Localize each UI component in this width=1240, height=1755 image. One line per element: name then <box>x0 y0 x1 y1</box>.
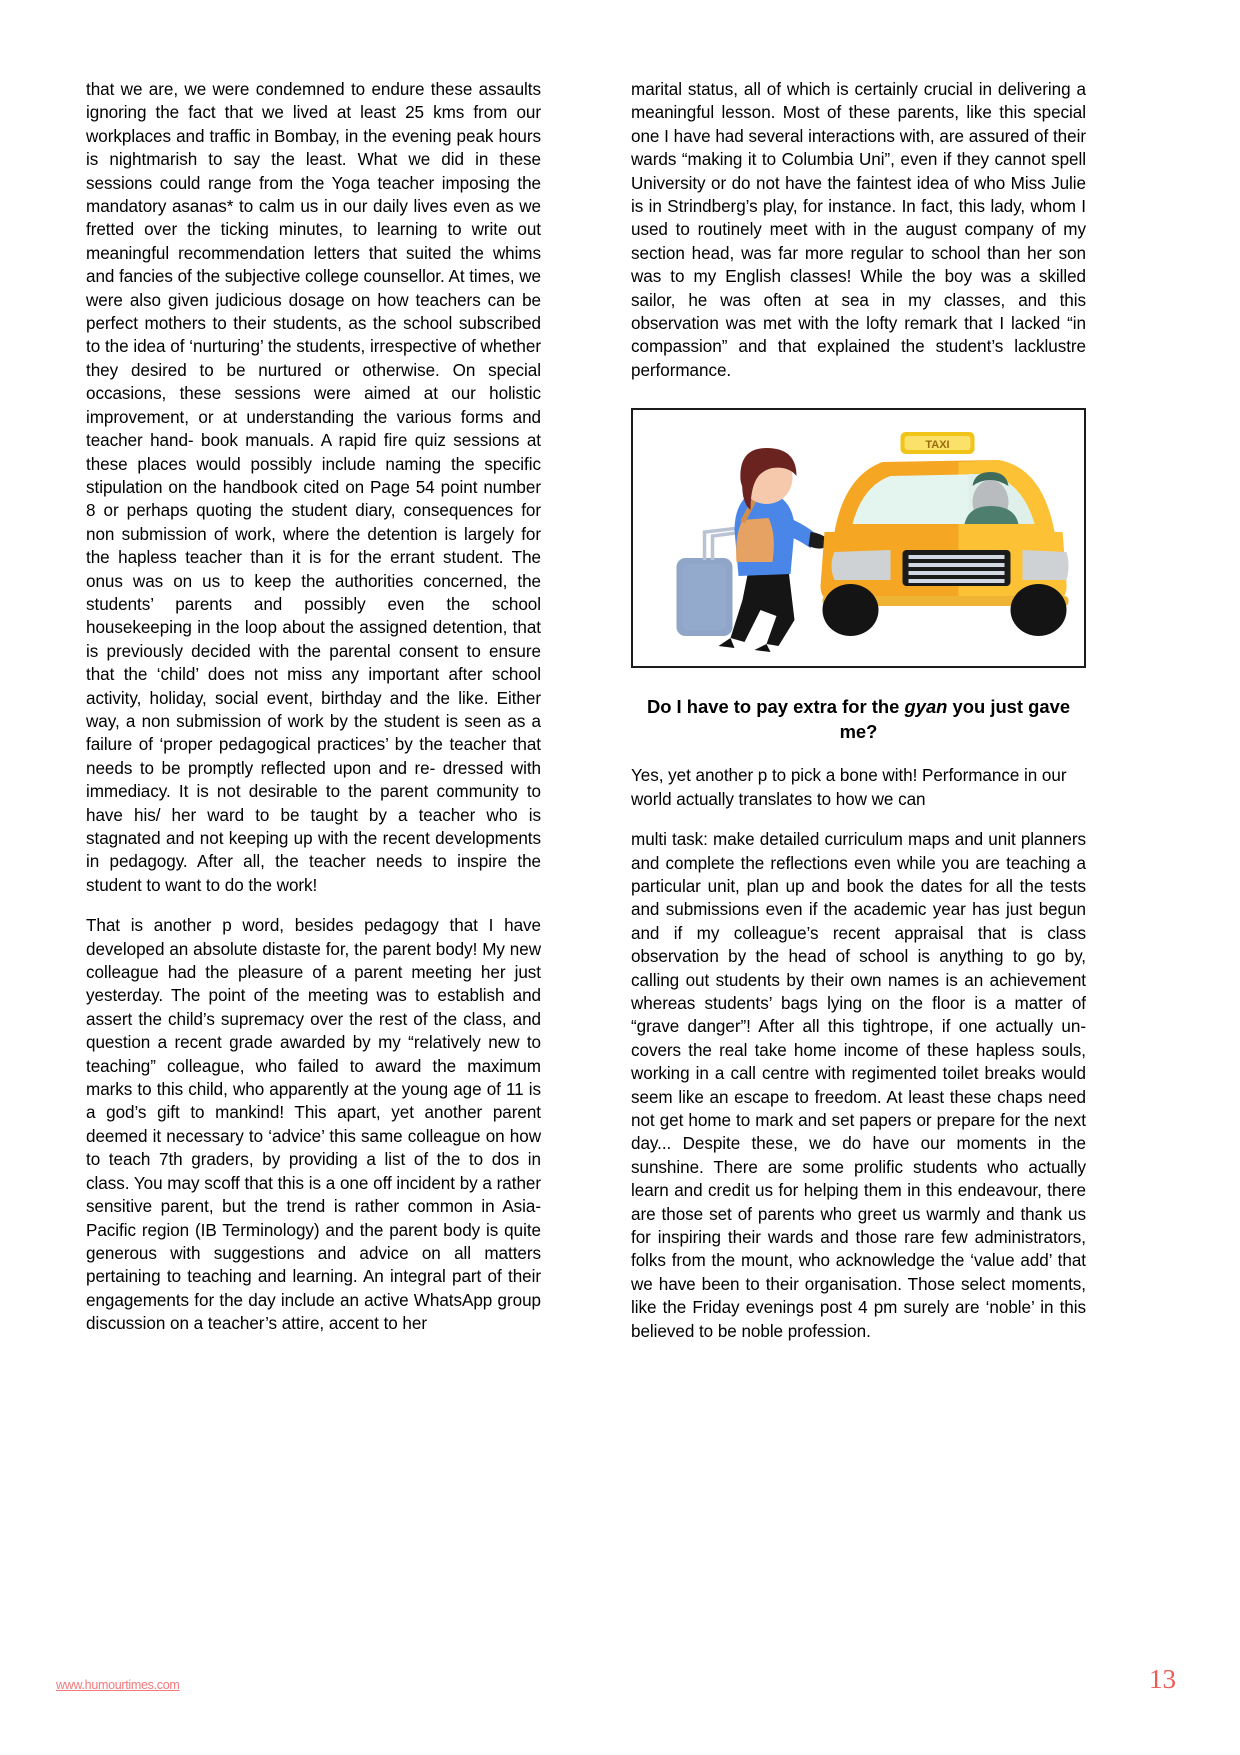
caption-part1: Do I have to pay extra for the <box>646 696 905 718</box>
page-number: 13 <box>1149 1664 1176 1694</box>
caption-part2: you just gave me? <box>839 696 1071 743</box>
two-column-layout <box>86 78 1154 1518</box>
paragraph: that we are, we were condemned to endure these assaults ignoring the fact that we lived at least 25 kms from our workplaces and traffic in Bombay, in the evening peak hours is nightmarish to say the least. What we did in these sessions could range from the Yoga teacher imposing the mandatory asanas* to calm us in our daily lives even as we fretted over the ticking minutes, to learning to write out meaningful recommendation letters that suited the whims and fancies of the subjective college counsellor. At times, we were also given judicious dosage on how teachers can be perfect mothers to their students, as the school subscribed to the idea of ‘nurturing’ the students, irrespective of whether they desired to be nurtured or otherwise. On special occasions, these sessions were aimed at our holistic improvement, or at understanding the various forms and teacher hand- book manuals. A rapid fire quiz sessions at these places would possibly include naming the specific stipulation on the handbook cited on Page 54 point number 8 or perhaps quoting the student diary, consequences for non submission of work, where the detention is largely for the hapless teacher than it is for the errant student. The onus was on us to keep the authorities concerned, the students’ parents and possibly even the school housekeeping in the loop about the assigned detention, that is previously decided with the parental consent to ensure that the ‘child’ does not miss any important after school activity, holiday, social event, birthday and the like. Either way, a non submission of work by the student is seen as a failure of ‘proper pedagogical practices’ by the teacher that needs to be promptly reflected upon and re- dressed with immediacy. It is not desirable to the parent community to have his/ her ward to be taught by a teacher who is stagnated and not keeping up with the recent developments in pedagogy. After all, the teacher needs to inspire the student to want to do the work! <box>86 80 541 895</box>
paragraph: That is another p word, besides pedagogy that I have developed an absolute distaste for, the parent body! My new colleague had the pleasure of a parent meeting her just yesterday. The point of the meeting was to establish and assert the child’s supremacy over the rest of the class, and question a recent grade awarded by my “relatively new to teaching” colleague, who failed to award the maximum marks to this child, who apparently at the young age of 11 is a god’s gift to mankind! This apart, yet another parent deemed it necessary to ‘advice’ this same colleague on how to teach 7th graders, by providing a list of the to dos in class. You may scoff that this is a one off incident by a rather sensitive parent, but the trend is rather common in Asia-Pacific region (IB Terminology) and the parent body is quite generous with suggestions and advice on all matters pertaining to teaching and learning. An integral part of their engagements for the day include an active WhatsApp group discussion on a teacher’s attire, accent to her <box>86 916 541 1334</box>
paragraph: Yes, yet another p to pick a bone with! Performance in our world actually translates to how we can <box>631 766 1067 809</box>
taxi-sign-label: TAXI <box>925 439 950 452</box>
page-footer <box>0 1664 1240 1738</box>
left-column <box>86 78 541 1518</box>
paragraph: multi task: make detailed curriculum maps and unit planners and complete the reflections even while you are teaching a particular unit, plan up and book the dates for all the tests and submissions even if the academic year has just begun and if my colleague’s recent appraisal that is class observation by the head of school is anything to go by, calling out students by their own names is an achievement whereas students’ bags lying on the floor is a matter of “grave danger”! After all this tightrope, if one actually un- covers the real take home income of these hapless souls, working in a call centre with regimented toilet breaks would seem like an escape to freedom. At least these chaps need not get home to mark and set papers or prepare for the next day... Despite these, we do have our moments in the sunshine. There are some prolific students who actually learn and credit us for helping them in this endeavour, there are those set of parents who greet us warmly and thank us for inspiring their wards and those rare few administrators, folks from the mount, who acknowledge the ‘value add’ that we have been to their organisation. Those select moments, like the Friday evenings post 4 pm surely are ‘noble’ in this believed to be noble profession. <box>631 830 1086 1341</box>
figure <box>631 408 1086 668</box>
paragraph: marital status, all of which is certainly crucial in delivering a meaningful lesson. Most of these parents, like this special one I have had several interactions with, are assured of their wards “making it to Columbia Uni”, even if they cannot spell University or do not have the faintest idea of who Miss Julie is in Strindberg’s play, for instance. In fact, this lady, whom I used to routinely meet with in the august company of my section head, was far more regular to school than her son was to my English classes! While the boy was a skilled sailor, he was often at sea in my classes, and this observation was met with the lofty remark that I lacked “in compassion” and that explained the student’s lacklustre performance. <box>631 80 1086 380</box>
right-column <box>631 78 1086 1518</box>
footer-website-link[interactable]: www.humourtimes.com <box>56 1678 180 1692</box>
figure-image-frame <box>631 408 1086 668</box>
taxi-illustration <box>633 410 1084 666</box>
caption-italic-word: gyan <box>904 696 948 718</box>
figure-caption <box>631 694 1086 744</box>
